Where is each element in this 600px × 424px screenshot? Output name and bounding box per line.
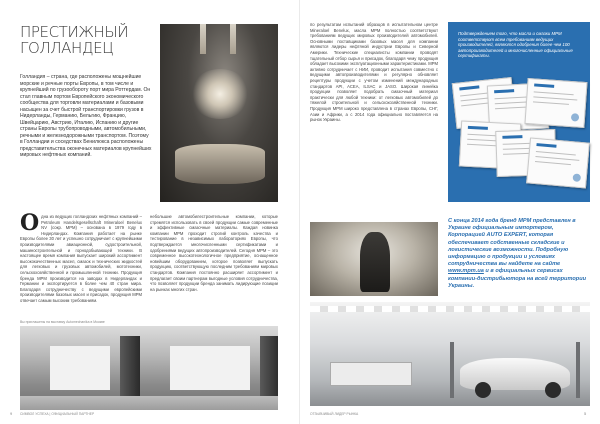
- article-title: ПРЕСТИЖНЫЙ ГОЛЛАНДЕЦ: [20, 23, 129, 57]
- page-number: 5: [584, 411, 587, 416]
- stand-panel: [170, 346, 250, 390]
- page-footer: СИМВОЛ УСПЕХА | ОФИЦИАЛЬНЫЙ ПАРТНЕР: [20, 412, 95, 416]
- body-column-2: небольшие автомобилестроительные компании, которые стремятся использовать в своей продукции самые современные и эффективные смазочные материалы. Каждая новинка компании MPM проходит строгий контроль качества и тестирование в независимых лабораториях Европы, что подтверждается многочисленными сертификатами и одобрениями ведущих автопроизводителей. Сегодня MPM – это современное высокотехнологичное предприятие, оснащенное новейшим оборудованием, которое позволяет выпускать продукцию, соответствующую последним требованиям мировых стандартов. Компания постоянно расширяет ассортимент и предлагает своим партнерам выгодные условия сотрудничества, что позволяет продукции бренда занимать лидирующие позиции на рынках многих стран.: [150, 214, 278, 292]
- photo-service-center: [310, 302, 590, 406]
- certificates-text: Подтверждением того, что масла и смазки MPM соответствуют всем требованиям ведущих производителей, являются одобрения более чем 100 автопроизводителей и многочисленные официальные сертификаты.: [458, 31, 573, 59]
- photo-product-display: [310, 222, 438, 296]
- body-column-1: [20, 210, 142, 304]
- pendant-lamp: [200, 24, 206, 54]
- ceiling-lights: [310, 306, 590, 312]
- quote-text-before: С конца 2014 года бренд MPM представлен в Украине официальным импортером, Корпорацией AUTO EXPERT, которая обеспечивает собственные складские и логистические возможности. Подробную информацию о продукции и условиях сотрудничества вы найдете на сайте: [448, 218, 576, 268]
- car-wheel: [475, 382, 491, 398]
- page-footer: ОТЗЫВЧИВЫЙ ЛИДЕР РЫНКА: [310, 412, 359, 416]
- article-lead: Голландия – страна, где расположены мощнейшие морские и речные порты Европы, в том числе и крупнейший по грузообороту порт мира Роттердам. Он стал главным портом Европейского экономического сообщества для торговли материалами и базовыми насыщен за счет быстрой транспортировки грузов в Нидерланды, Германию, Бельгию, Францию, Швейцарию, Австрию, Италию, Испанию и другие страны Европы трубопроводными, автомобильными, речными и железнодорожными транспортом. Поэтому в Голландии и соседствах Бенилюкса расположены представительства оконечных материалов крупнейших мировых нефтяных компаний.: [20, 74, 152, 158]
- right-page: [300, 0, 600, 424]
- car-lift-post: [450, 342, 454, 398]
- car-lift-post: [576, 342, 580, 398]
- stand-panel: [50, 346, 110, 390]
- certificate-document: [526, 137, 590, 188]
- certificate-document: [524, 78, 587, 128]
- website-link[interactable]: www.mpm.ua: [448, 268, 484, 275]
- light-glow: [190, 69, 250, 119]
- photo-caption: Вы приглашены на выставку Automechanika в Москве: [20, 320, 105, 324]
- display-table: [175, 144, 265, 184]
- reception-counter: [330, 362, 412, 386]
- drop-cap: О: [20, 210, 40, 236]
- car-wheel: [545, 382, 561, 398]
- pendant-lamp: [230, 24, 236, 54]
- page-number: 9: [10, 411, 13, 416]
- certificates-box: [448, 22, 590, 202]
- person-figure: [360, 232, 390, 292]
- body-column-1-text: дна из ведущих голландских нефтяных компаний – Petroleum Handelsgesellschaft Mineraloel Benelux NV (сокр. MPM) – основана в 1979 году в Нидерландах. Компания работает на рынке Европы более 30 лет и успешно сотрудничает с крупнейшими производителями авиационной, судостроительной, машиностроительной и горнодобывающей техники. В настоящее время компания выпускает широкий ассортимент высококачественных масел, смазок и технических жидкостей для легковых и грузовых автомобилей, мототехники, сельскохозяйственной и промышленной техники. Продукция бренда MPM производится на заводах в Нидерландах и Германии и экспортируется в более чем 40 стран мира. Благодаря сотрудничеству с ведущими европейскими производителями базовых масел и присадок, продукция MPM отвечает самым высоким требованиям.: [20, 214, 142, 303]
- photo-exhibition-stand: [20, 326, 278, 410]
- stand-floor: [20, 396, 278, 410]
- quote-text-after: и в официальных сервисах компании-дистрибьютора на всей территории Украины.: [448, 268, 587, 289]
- photo-interior-hall: [160, 24, 278, 202]
- highlight-quote: [448, 218, 590, 290]
- body-column-3: по результатам испытаний образцов в испытательном центре Mineraloel Benelux, масла MPM полностью соответствуют требованиям ведущих мировых производителей автомобилей. Основными поставщиками базовых масел для компании являются лидеры нефтяной индустрии Европы и Северной Америки. Технические специалисты компании проводят тщательный отбор сырья и присадок, благодаря чему продукция обладает высокими эксплуатационными характеристиками. MPM активно сотрудничает с НИИ, проводит испытания совместно с ведущими автопроизводителями и регулярно обновляет рецептуры продукции с учетом изменений международных стандартов API, ACEA, ILSAC и JASO. Широкая линейка продукции позволяет подобрать смазочный материал практически для любой техники: от легковых автомобилей до тяжелой строительной и сельскохозяйственной техники. Продукция MPM широко представлена в странах Европы, СНГ, Азии и Африки, а с 2014 года официально поставляется на рынок Украины.: [310, 22, 438, 123]
